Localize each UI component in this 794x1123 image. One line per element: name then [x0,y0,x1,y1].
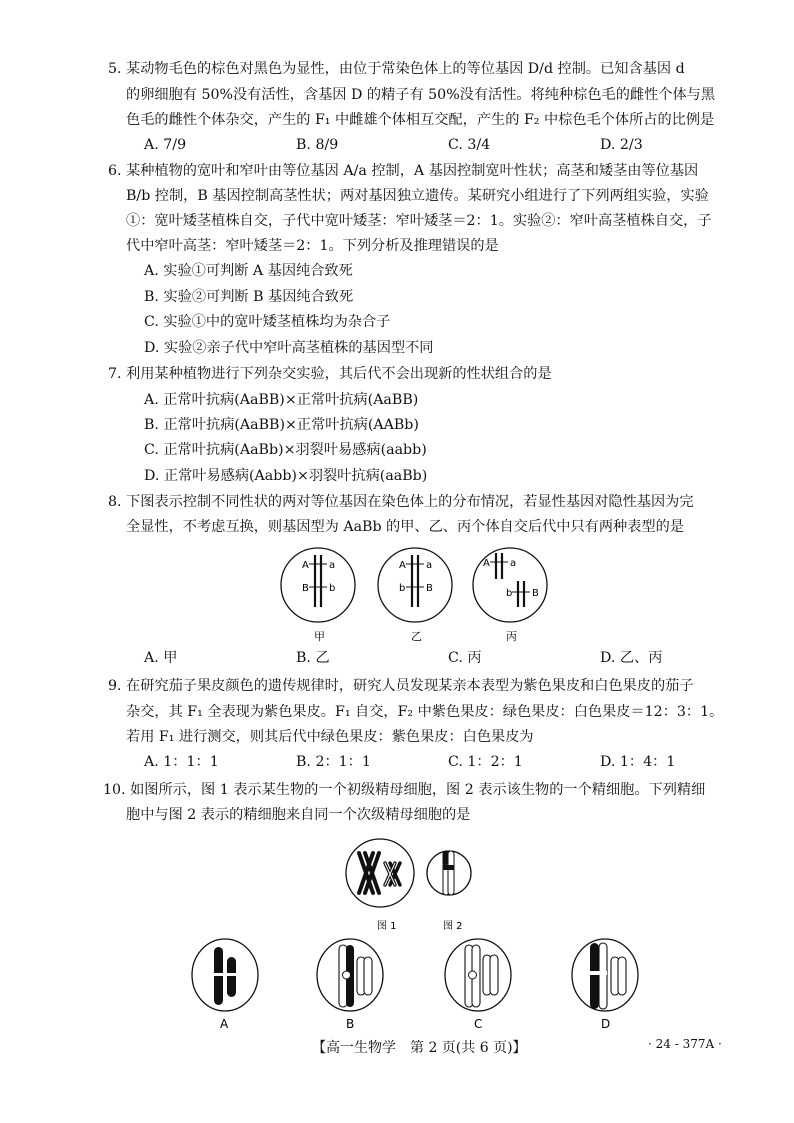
q10-answer-cells [185,935,655,1035]
q5-option-c: C. 3/4 [448,137,491,153]
fig-label-yi: 乙 [411,630,422,643]
q7-stem-line-1: 7. 利用某种植物进行下列杂交实验，其后代不会出现新的性状组合的是 [108,366,552,382]
q7-option-a: A. 正常叶抗病(AaBB)×正常叶抗病(AaBB) [144,392,419,408]
q6-stem-line-2: B/b 控制，B 基因控制高茎性状；两对基因独立遗传。某研究小组进行了下列两组实验，实验 [126,188,709,204]
q10-stem-line-2: 胞中与图 2 表示的精细胞来自同一个次级精母细胞的是 [126,807,471,823]
q10-stem-line-1: 10. 如图所示，图 1 表示某生物的一个初级精母细胞，图 2 表示该生物的一个精细胞。下列精细 [103,782,706,798]
q6-option-c: C. 实验①中的宽叶矮茎植株均为杂合子 [144,314,391,330]
gene-a: a [426,560,433,571]
q5-stem-line-3: 色毛的雌性个体杂交，产生的 F₁ 中雌雄个体相互交配，产生的 F₂ 中棕色毛个体所占的比例是 [126,112,715,128]
gene-B: B [532,588,539,599]
cell-jia [281,548,355,622]
fig-label-1: 图 1 [377,921,397,932]
q6-stem-line-1: 6. 某种植物的宽叶和窄叶由等位基因 A/a 控制，A 基因控制宽叶性状；高茎和矮茎由等位基因 [108,163,699,179]
q8-option-c: C. 丙 [448,650,482,666]
fig1-primary-spermatocyte [346,839,414,907]
gene-b: b [399,583,406,594]
q5-stem-line-2: 的卵细胞有 50%没有活性，含基因 D 的精子有 50%没有活性。将纯种棕色毛的雌性个体与黑 [126,87,716,103]
q9-option-b: B. 2：1：1 [296,754,371,770]
q6-stem-line-4: 代中窄叶高茎：窄叶矮茎＝2：1。下列分析及推理错误的是 [126,238,499,254]
q9-option-c: C. 1：2：1 [448,754,523,770]
q7-option-b: B. 正常叶抗病(AaBB)×正常叶抗病(AABb) [144,417,419,433]
q5-options [0,135,794,155]
q9-stem-line-3: 若用 F₁ 进行测交，则其后代中绿色果皮：紫色果皮：白色果皮为 [126,729,534,745]
gene-B: B [426,583,433,594]
q6-stem-line-3: ①：宽叶矮茎植株自交，子代中宽叶矮茎：窄叶矮茎＝2：1。实验②：窄叶高茎植株自交，子 [126,213,712,229]
q8-stem-line-1: 8. 下图表示控制不同性状的两对等位基因在染色体上的分布情况，若显性基因对隐性基因为完 [108,494,694,510]
q8-option-d: D. 乙、丙 [600,650,663,666]
gene-b: b [506,588,513,599]
q9-options [0,752,794,772]
gene-A: A [399,560,406,571]
q9-stem-line-2: 杂交，其 F₁ 全表现为紫色果皮。F₁ 自交，F₂ 中紫色果皮：绿色果皮：白色果皮＝12：3：1。 [126,704,724,720]
footer-code: · 24 - 377A · [648,1037,722,1051]
q9-option-d: D. 1：4：1 [600,754,676,770]
q7-option-c: C. 正常叶抗病(AaBb)×羽裂叶易感病(aabb) [144,442,427,458]
cell-option-d [572,939,638,1011]
cell-option-a [192,939,258,1011]
q8-stem-line-2: 全显性，不考虑互换，则基因型为 AaBb 的甲、乙、丙个体自交后代中只有两种表型的是 [126,519,684,535]
q6-option-a: A. 实验①可判断 A 基因纯合致死 [144,263,353,279]
gene-b: b [329,583,336,594]
q8-chromosome-figure [280,545,550,650]
answer-label-c: C [474,1017,483,1031]
fig-label-bing: 丙 [506,630,517,643]
fig-label-2: 图 2 [443,921,463,932]
q7-option-d: D. 正常叶易感病(Aabb)×羽裂叶抗病(aaBb) [144,468,428,484]
q6-option-b: B. 实验②可判断 B 基因纯合致死 [144,289,354,305]
cell-option-c [445,939,511,1011]
cell-bing [473,548,547,622]
gene-A: A [302,560,309,571]
q8-option-b: B. 乙 [296,650,330,666]
q6-option-d: D. 实验②亲子代中窄叶高茎植株的基因型不同 [144,340,434,356]
footer-title: 【高一生物学 第 2 页(共 6 页)】 [312,1040,527,1056]
q5-stem-line-1: 5. 某动物毛色的棕色对黑色为显性，由位于常染色体上的等位基因 D/d 控制。已知含基因 d [108,61,685,77]
q5-option-a: A. 7/9 [144,137,187,153]
q8-options [0,648,794,668]
answer-label-d: D [601,1017,611,1031]
fig-label-jia: 甲 [314,630,325,643]
answer-label-b: B [346,1017,355,1031]
fig2-sperm-cell [427,851,471,895]
answer-label-a: A [220,1017,229,1031]
q9-stem-line-1: 9. 在研究茄子果皮颜色的遗传规律时，研究人员发现某亲本表型为紫色果皮和白色果皮的茄子 [108,678,694,694]
q9-option-a: A. 1：1：1 [144,754,219,770]
cell-yi [378,548,452,622]
cell-option-b [317,939,383,1011]
gene-a: a [510,558,517,569]
gene-a: a [329,560,336,571]
q10-figure-1-2 [345,833,485,933]
q8-option-a: A. 甲 [144,650,178,666]
q5-option-d: D. 2/3 [600,137,643,153]
gene-A: A [483,558,490,569]
q5-option-b: B. 8/9 [296,137,339,153]
gene-B: B [302,583,309,594]
